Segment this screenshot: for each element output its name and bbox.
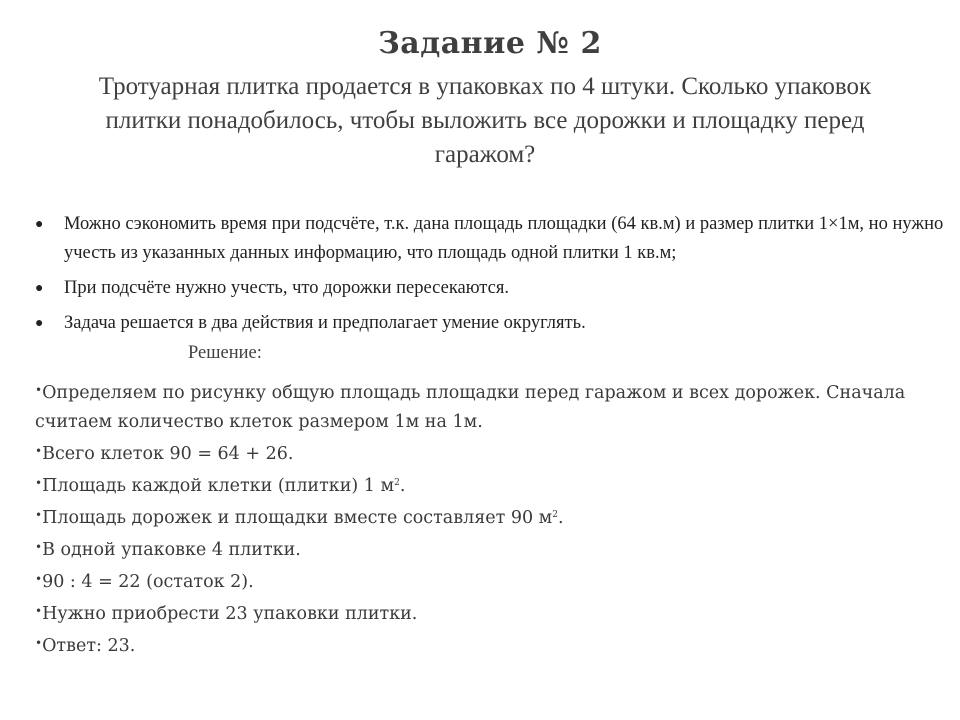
solution-block [35, 376, 935, 661]
bullet-icon: • [35, 604, 43, 618]
solution-heading: Решение: [188, 343, 262, 363]
solution-line: •Определяем по рисунку общую площадь площадки перед гаражом и всех дорожек. Сначала [35, 383, 906, 403]
task-question: Тротуарная плитка продается в упаковках по 4 штуки. Сколько упаковок плитки понадобилось, чтобы выложить все дорожки и площадку перед гаражом? [98, 73, 872, 168]
hint-text: Можно сэкономить время при подсчёте, т.к. дана площадь площадки (64 кв.м) и размер плитки 1×1м, но нужно учесть из указанных данных информацию, что площадь одной плитки 1 кв.м; [64, 214, 944, 263]
hint-item [30, 309, 950, 338]
bullet-icon: • [35, 572, 43, 586]
solution-line: •Всего клеток 90 = 64 + 26. [35, 444, 294, 464]
bullet-icon: • [35, 476, 43, 490]
bullet-icon: • [35, 444, 43, 458]
solution-line: •90 : 4 = 22 (остаток 2). [35, 572, 254, 592]
solution-line: •Площадь дорожек и площадки вместе составляет 90 $м^2$. [35, 508, 564, 528]
solution-line: •Нужно приобрести 23 упаковки плитки. [35, 604, 418, 624]
solution-line: считаем количество клеток размером 1м на 1м. [35, 412, 483, 432]
hint-item [30, 210, 950, 268]
bullet-icon: • [35, 508, 43, 522]
bullet-icon: • [35, 636, 43, 650]
bullet-icon: • [35, 540, 43, 554]
solution-line: •Ответ: 23. [35, 636, 136, 656]
bullet-icon: ● [35, 316, 44, 331]
hint-item [30, 274, 950, 303]
task-title: Задание № 2 [378, 26, 602, 61]
hints-list [30, 210, 950, 338]
hint-text: При подсчёте нужно учесть, что дорожки пересекаются. [64, 278, 509, 298]
bullet-icon: ● [35, 281, 44, 296]
solution-line: •Площадь каждой клетки (плитки) 1 $м^2$. [35, 476, 406, 496]
bullet-icon: • [35, 383, 43, 397]
hint-text: Задача решается в два действия и предполагает умение округлять. [64, 313, 586, 333]
solution-line: •В одной упаковке 4 плитки. [35, 540, 301, 560]
bullet-icon: ● [35, 217, 44, 232]
